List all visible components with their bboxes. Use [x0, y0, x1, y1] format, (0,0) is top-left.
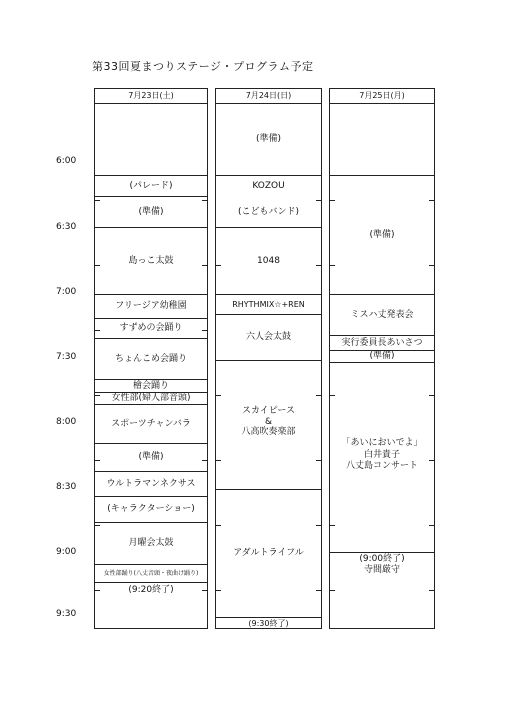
schedule-cell: (9:30終了): [248, 619, 289, 628]
tick-mark: [316, 200, 322, 201]
schedule-cell: 「あいにおいでよ」: [341, 438, 423, 448]
tick-mark: [215, 395, 221, 396]
schedule-cell: スポーツチャンバラ: [95, 405, 207, 444]
day-header: 7月23日(土): [95, 89, 207, 104]
tick-mark: [316, 395, 322, 396]
schedule-cell: フリージア幼稚園: [95, 295, 207, 319]
tick-mark: [94, 525, 100, 526]
schedule-cell: [95, 104, 207, 176]
schedule-cell: KOZOU: [252, 181, 285, 191]
tick-mark: [329, 395, 335, 396]
tick-mark: [202, 590, 208, 591]
tick-mark: [202, 265, 208, 266]
schedule-cell: 1048: [216, 228, 321, 295]
schedule-cell: 八高吹奏楽部: [216, 427, 321, 490]
tick-mark: [329, 590, 335, 591]
tick-mark: [94, 265, 100, 266]
tick-mark: [316, 460, 322, 461]
tick-mark: [215, 460, 221, 461]
tick-mark: [202, 330, 208, 331]
schedule-cell: ウルトラマンネクサス: [95, 472, 207, 497]
tick-mark: [215, 525, 221, 526]
schedule-cell: (こどもバンド): [216, 197, 321, 228]
schedule-cell: スカイピース: [242, 406, 295, 416]
schedule-cell: アダルトライフル: [216, 490, 321, 618]
tick-mark: [329, 265, 335, 266]
schedule-cell: 檜会踊り: [95, 380, 207, 393]
schedule-cell: &: [264, 416, 273, 427]
tick-mark: [316, 590, 322, 591]
schedule-cell: 女性部(婦人部音頭): [95, 393, 207, 405]
time-label: 6:30: [56, 222, 77, 232]
schedule-cell: (パレード): [95, 176, 207, 197]
tick-mark: [429, 525, 435, 526]
tick-mark: [329, 525, 335, 526]
schedule-cell: 島っこ太鼓: [95, 228, 207, 295]
tick-mark: [429, 265, 435, 266]
schedule-cell: 月曜会太鼓: [95, 523, 207, 565]
tick-mark: [202, 460, 208, 461]
schedule-cell: (準備): [216, 104, 321, 176]
tick-mark: [94, 395, 100, 396]
time-label: 8:30: [56, 482, 77, 492]
schedule-cell: (9:00終了): [359, 553, 405, 564]
schedule-cell: ちょんこめ会踊り: [95, 339, 207, 380]
day-column-0724: [215, 88, 322, 629]
tick-mark: [429, 200, 435, 201]
time-label: 9:30: [56, 609, 77, 619]
schedule-cell: (9:20終了): [128, 585, 174, 595]
day-column-0723: [94, 88, 208, 629]
tick-mark: [429, 590, 435, 591]
tick-mark: [94, 460, 100, 461]
time-label: 8:00: [56, 417, 77, 427]
schedule-cell: (準備): [330, 351, 434, 363]
schedule-cell: 女性部踊り(八丈音頭・夜曲け踊り): [95, 565, 207, 583]
page-title: 第33回夏まつりステージ・プログラム予定: [92, 60, 314, 73]
tick-mark: [94, 200, 100, 201]
schedule-cell: (準備): [95, 444, 207, 472]
schedule-cell: 八丈島コンサート: [330, 461, 434, 553]
tick-mark: [215, 265, 221, 266]
schedule-cell: ミスハ丈発表会: [330, 295, 434, 336]
schedule-cell: 白井貴子: [363, 449, 400, 460]
time-label: 7:00: [56, 287, 77, 297]
time-label: 6:00: [56, 156, 77, 166]
tick-mark: [316, 525, 322, 526]
time-label: 7:30: [56, 352, 77, 362]
schedule-cell: RHYTHMIX☆+REN: [216, 295, 321, 315]
tick-mark: [429, 460, 435, 461]
day-column-0725: [329, 88, 435, 629]
schedule-cell: (準備): [330, 176, 434, 295]
schedule-cell: すずめの会踊り: [95, 319, 207, 339]
tick-mark: [316, 265, 322, 266]
schedule-cell: 寺間厳守: [363, 565, 400, 575]
schedule-cell: 実行委員長あいさつ: [330, 336, 434, 351]
schedule-cell: (準備): [95, 197, 207, 228]
tick-mark: [94, 330, 100, 331]
time-label: 9:00: [56, 547, 77, 557]
schedule-cell: 六人会太鼓: [216, 315, 321, 361]
tick-mark: [215, 590, 221, 591]
tick-mark: [429, 395, 435, 396]
tick-mark: [202, 200, 208, 201]
schedule-cell: (キャラクターショー): [95, 497, 207, 523]
tick-mark: [94, 590, 100, 591]
schedule-cell: [330, 104, 434, 176]
day-header: 7月24日(日): [216, 89, 321, 104]
tick-mark: [329, 200, 335, 201]
day-header: 7月25日(月): [330, 89, 434, 104]
